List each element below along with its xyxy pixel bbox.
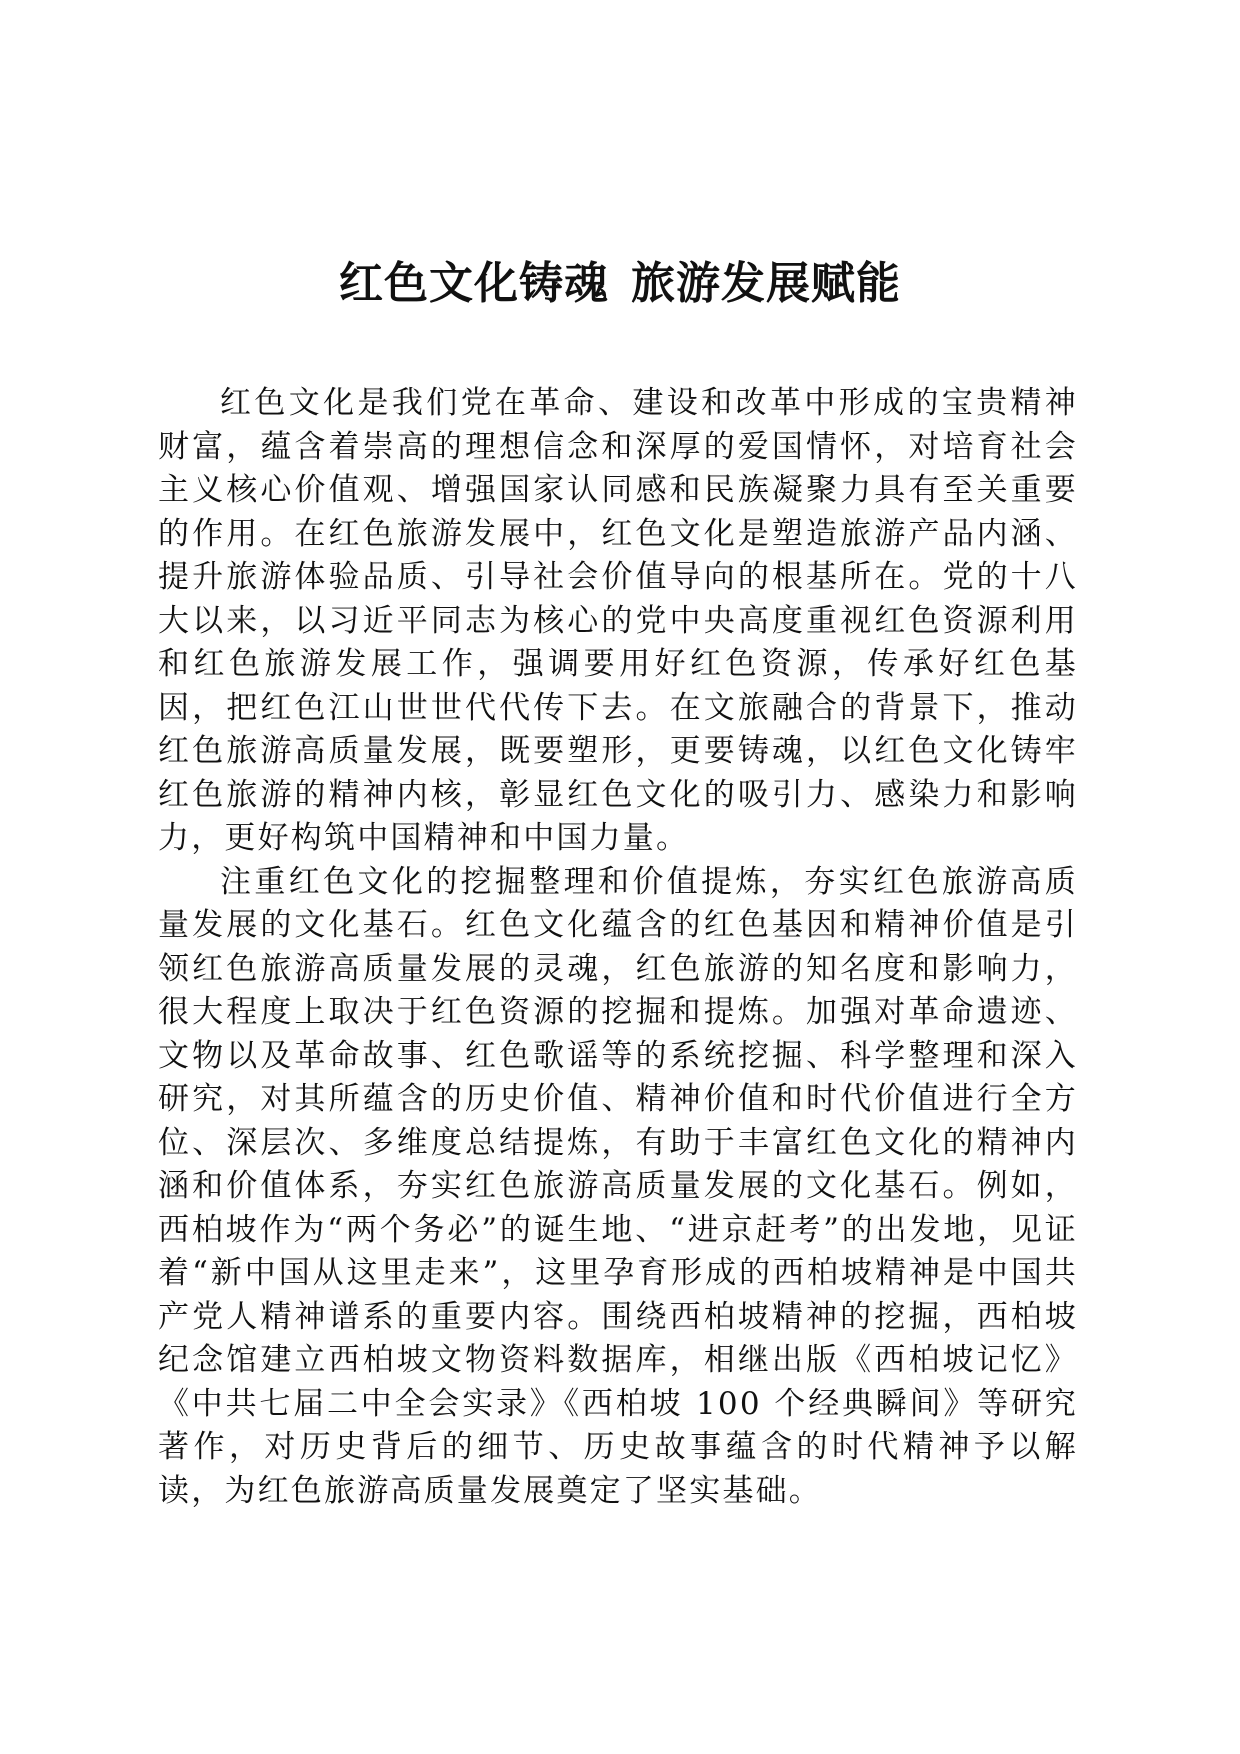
article-body (158, 382, 1078, 1513)
paragraph-2: 注重红色文化的挖掘整理和价值提炼，夯实红色旅游高质量发展的文化基石。红色文化蕴含的红色基因和精神价值是引领红色旅游高质量发展的灵魂，红色旅游的知名度和影响力，很大程度上取决于红色资源的挖掘和提炼。加强对革命遗迹、文物以及革命故事、红色歌谣等的系统挖掘、科学整理和深入研究，对其所蕴含的历史价值、精神价值和时代价值进行全方位、深层次、多维度总结提炼，有助于丰富红色文化的精神内涵和价值体系，夯实红色旅游高质量发展的文化基石。例如，西柏坡作为“两个务必”的诞生地、“进京赶考”的出发地，见证着“新中国从这里走来”，这里孕育形成的西柏坡精神是中国共产党人精神谱系的重要内容。围绕西柏坡精神的挖掘，西柏坡纪念馆建立西柏坡文物资料数据库，相继出版《西柏坡记忆》《中共七届二中全会实录》《西柏坡 100 个经典瞬间》等研究著作，对历史背后的细节、历史故事蕴含的时代精神予以解读，为红色旅游高质量发展奠定了坚实基础。 (158, 863, 1078, 1509)
paragraph-1: 红色文化是我们党在革命、建设和改革中形成的宝贵精神财富，蕴含着崇高的理想信念和深厚的爱国情怀，对培育社会主义核心价值观、增强国家认同感和民族凝聚力具有至关重要的作用。在红色旅游发展中，红色文化是塑造旅游产品内涵、提升旅游体验品质、引导社会价值导向的根基所在。党的十八大以来，以习近平同志为核心的党中央高度重视红色资源利用和红色旅游发展工作，强调要用好红色资源，传承好红色基因，把红色江山世世代代传下去。在文旅融合的背景下，推动红色旅游高质量发展，既要塑形，更要铸魂，以红色文化铸牢红色旅游的精神内核，彰显红色文化的吸引力、感染力和影响力，更好构筑中国精神和中国力量。 (158, 385, 1078, 856)
article-title-part1: 红色文化铸魂 (339, 258, 609, 309)
article-title-part2: 旅游发展赋能 (631, 258, 901, 309)
article-title (0, 252, 1240, 316)
